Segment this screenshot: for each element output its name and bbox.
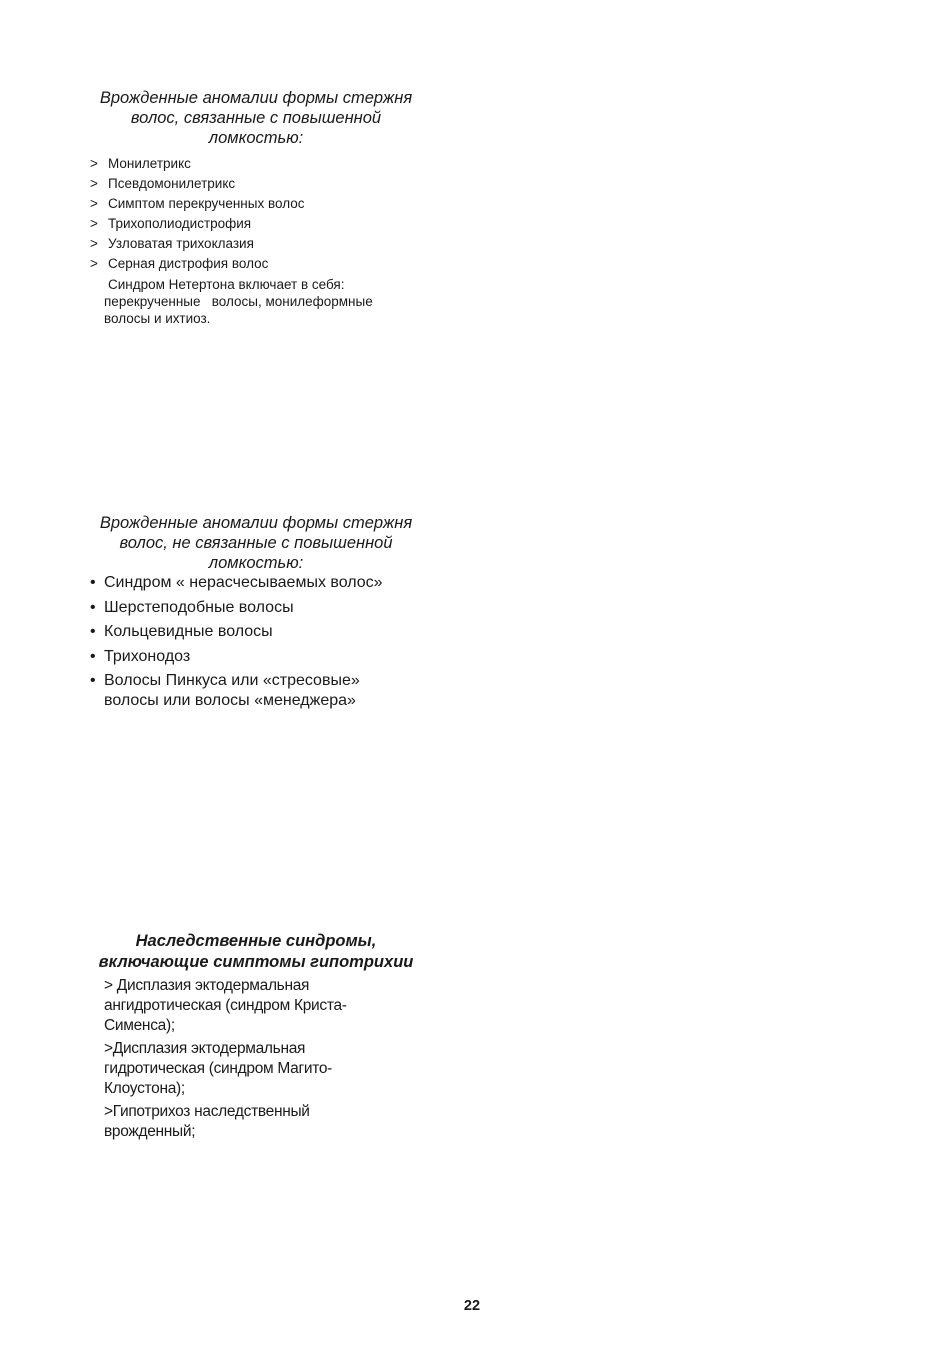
arrow-bullet: > xyxy=(90,216,98,231)
section-title xyxy=(86,88,426,148)
list-item-label: волосы или волосы «менеджера» xyxy=(104,692,356,709)
list-item xyxy=(86,174,426,194)
list-item xyxy=(86,1039,426,1099)
list-item-line: >Гипотрихоз наследственный xyxy=(104,1103,310,1120)
title-line: Наследственные синдромы, xyxy=(135,932,377,950)
syndrome-list xyxy=(86,976,426,1142)
list-item xyxy=(86,254,426,274)
list-item-line: >Дисплазия эктодермальная xyxy=(104,1040,306,1057)
bullet-dot: • xyxy=(90,647,96,665)
list-item-label: Узловатая трихоклазия xyxy=(108,236,254,251)
list-item-label: Волосы Пинкуса или «стресовые» xyxy=(104,672,360,689)
list-item-label: Синдром « нерасчесываемых волос» xyxy=(104,574,383,591)
title-line: ломкостью: xyxy=(208,129,304,147)
list-item xyxy=(86,671,426,711)
list-item-label: Кольцевидные волосы xyxy=(104,623,273,640)
list-item-line: > Дисплазия эктодермальная xyxy=(104,977,310,994)
arrow-bullet: > xyxy=(90,256,98,271)
list-item xyxy=(86,622,426,642)
list-item xyxy=(86,154,426,174)
list-item-label: Монилетрикс xyxy=(108,156,191,171)
list-item xyxy=(86,647,426,667)
list-item xyxy=(86,1102,426,1142)
note-line: волосы и ихтиоз. xyxy=(104,311,211,326)
arrow-bullet: > xyxy=(90,196,98,211)
anomaly-list xyxy=(86,573,426,711)
title-line: волос, не связанные с повышенной xyxy=(119,534,393,552)
list-item xyxy=(86,194,426,214)
bullet-dot: • xyxy=(90,574,96,591)
section-fragile-anomalies xyxy=(86,88,426,327)
title-line: волос, связанные с повышенной xyxy=(130,109,382,127)
list-item xyxy=(86,976,426,1036)
list-item-label: Псевдомонилетрикс xyxy=(108,176,236,191)
bullet-dot: • xyxy=(90,598,96,616)
list-item-line: ангидротическая (синдром Криста- xyxy=(104,997,347,1014)
section-title xyxy=(86,513,426,573)
list-item xyxy=(86,573,426,593)
netherton-note xyxy=(104,276,426,327)
list-item-line: Клоустона); xyxy=(104,1080,185,1097)
list-item-line: Сименса); xyxy=(104,1017,175,1034)
arrow-bullet: > xyxy=(90,156,98,171)
list-item xyxy=(86,598,426,618)
title-line: ломкостью: xyxy=(208,554,304,572)
arrow-bullet: > xyxy=(90,236,98,251)
section-hereditary-syndromes xyxy=(86,931,426,1145)
title-line: Врожденные аномалии формы стержня xyxy=(99,514,413,532)
bullet-dot: • xyxy=(90,672,96,689)
title-line: Врожденные аномалии формы стержня xyxy=(99,89,413,107)
list-item xyxy=(86,234,426,254)
list-item-label: Трихонодоз xyxy=(104,647,191,665)
note-line: Синдром Нетертона включает в себя: xyxy=(108,277,345,292)
note-line: перекрученные волосы, монилеформные xyxy=(104,294,373,309)
section-title xyxy=(86,931,426,973)
list-item xyxy=(86,214,426,234)
bullet-dot: • xyxy=(90,623,96,640)
list-item-line: гидротическая (синдром Магито- xyxy=(104,1060,333,1077)
list-item-label: Симптом перекрученных волос xyxy=(108,196,305,211)
page-number: 22 xyxy=(463,1298,481,1314)
anomaly-list xyxy=(86,154,426,274)
list-item-label: Серная дистрофия волос xyxy=(108,256,269,271)
list-item-line: врожденный; xyxy=(104,1123,196,1140)
arrow-bullet: > xyxy=(90,176,98,191)
list-item-label: Трихополиодистрофия xyxy=(108,216,252,231)
section-nonfragile-anomalies xyxy=(86,513,426,716)
list-item-label: Шерстеподобные волосы xyxy=(104,598,294,616)
title-line: включающие симптомы гипотрихии xyxy=(98,953,414,971)
